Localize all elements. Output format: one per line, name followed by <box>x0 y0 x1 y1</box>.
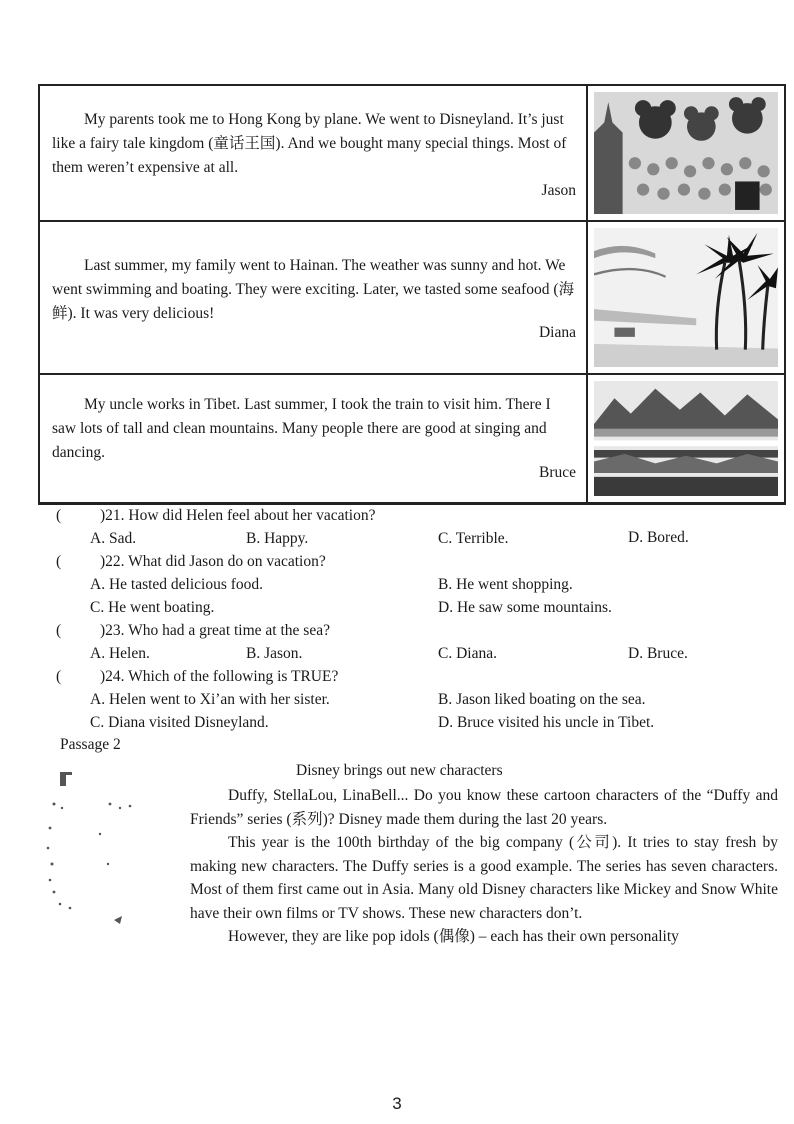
option: C. Diana. <box>438 645 497 662</box>
story-author: Diana <box>538 324 576 341</box>
page-number: 3 <box>392 1094 402 1113</box>
option: A. Helen. <box>90 645 150 662</box>
option: C. He went boating. <box>90 599 215 616</box>
vacation-table <box>38 84 786 505</box>
story-text: My parents took me to Hong Kong by plane. We went to Disneyland. It’s just like a fairy tale kingdom (童话王国). And we bought many special things. Most of them weren’t expensive at all. <box>52 111 567 176</box>
story-author: Bruce <box>538 464 576 481</box>
option: D. Bruce visited his uncle in Tibet. <box>438 714 655 731</box>
option: D. Bored. <box>628 529 689 546</box>
story-text: My uncle works in Tibet. Last summer, I took the train to visit him. There I saw lots of tall and clean mountains. Many people there are good at singing and dancing. <box>52 396 551 461</box>
option: B. He went shopping. <box>438 576 573 593</box>
option: A. He tasted delicious food. <box>90 576 264 593</box>
option: B. Jason. <box>246 645 303 662</box>
article-title: Disney brings out new characters <box>296 762 503 779</box>
question-21: ( )21. How did Helen feel about her vacation? <box>56 507 376 524</box>
mountains-picture <box>588 375 784 502</box>
passage-label: Passage 2 <box>60 736 121 753</box>
question-22: ( )22. What did Jason do on vacation? <box>56 553 326 570</box>
article-body <box>190 784 778 949</box>
option: A. Sad. <box>90 530 137 547</box>
disneyland-picture <box>588 86 784 220</box>
faded-image-icon <box>40 768 160 928</box>
table-row <box>40 86 784 222</box>
option: A. Helen went to Xi’an with her sister. <box>90 691 330 708</box>
answer-bracket[interactable]: ( <box>56 553 62 570</box>
option: D. He saw some mountains. <box>438 599 612 616</box>
table-row <box>40 375 784 502</box>
option: B. Jason liked boating on the sea. <box>438 691 646 708</box>
question-23: ( )23. Who had a great time at the sea? <box>56 622 330 639</box>
option: C. Diana visited Disneyland. <box>90 714 269 731</box>
story-author: Jason <box>541 182 576 199</box>
article-paragraph: This year is the 100th birthday of the big company (公司). It tries to stay fresh by making new characters. The Duffy series is a good example. The series has seven characters. Most of them first came out in Asia. Many old Disney characters like Mickey and Snow White have their own films or TV shows. These new characters don’t. <box>190 834 778 922</box>
question-24: ( )24. Which of the following is TRUE? <box>56 668 339 685</box>
answer-bracket[interactable]: ( <box>56 622 62 639</box>
answer-bracket[interactable]: ( <box>56 668 62 685</box>
story-text: Last summer, my family went to Hainan. The weather was sunny and hot. We went swimming and boating. They were exciting. Later, we tasted some seafood (海鲜). It was very delicious! <box>52 257 575 322</box>
answer-bracket[interactable]: ( <box>56 507 62 524</box>
option: B. Happy. <box>246 530 309 547</box>
article-paragraph: Duffy, StellaLou, LinaBell... Do you know these cartoon characters of the “Duffy and Friends” series (系列)? Disney made them during the last 20 years. <box>190 787 778 828</box>
option: C. Terrible. <box>438 530 509 547</box>
table-row <box>40 222 784 375</box>
option: D. Bruce. <box>628 645 688 662</box>
article-paragraph: However, they are like pop idols (偶像) – each has their own personality <box>228 928 679 945</box>
palm-beach-picture <box>588 222 784 373</box>
